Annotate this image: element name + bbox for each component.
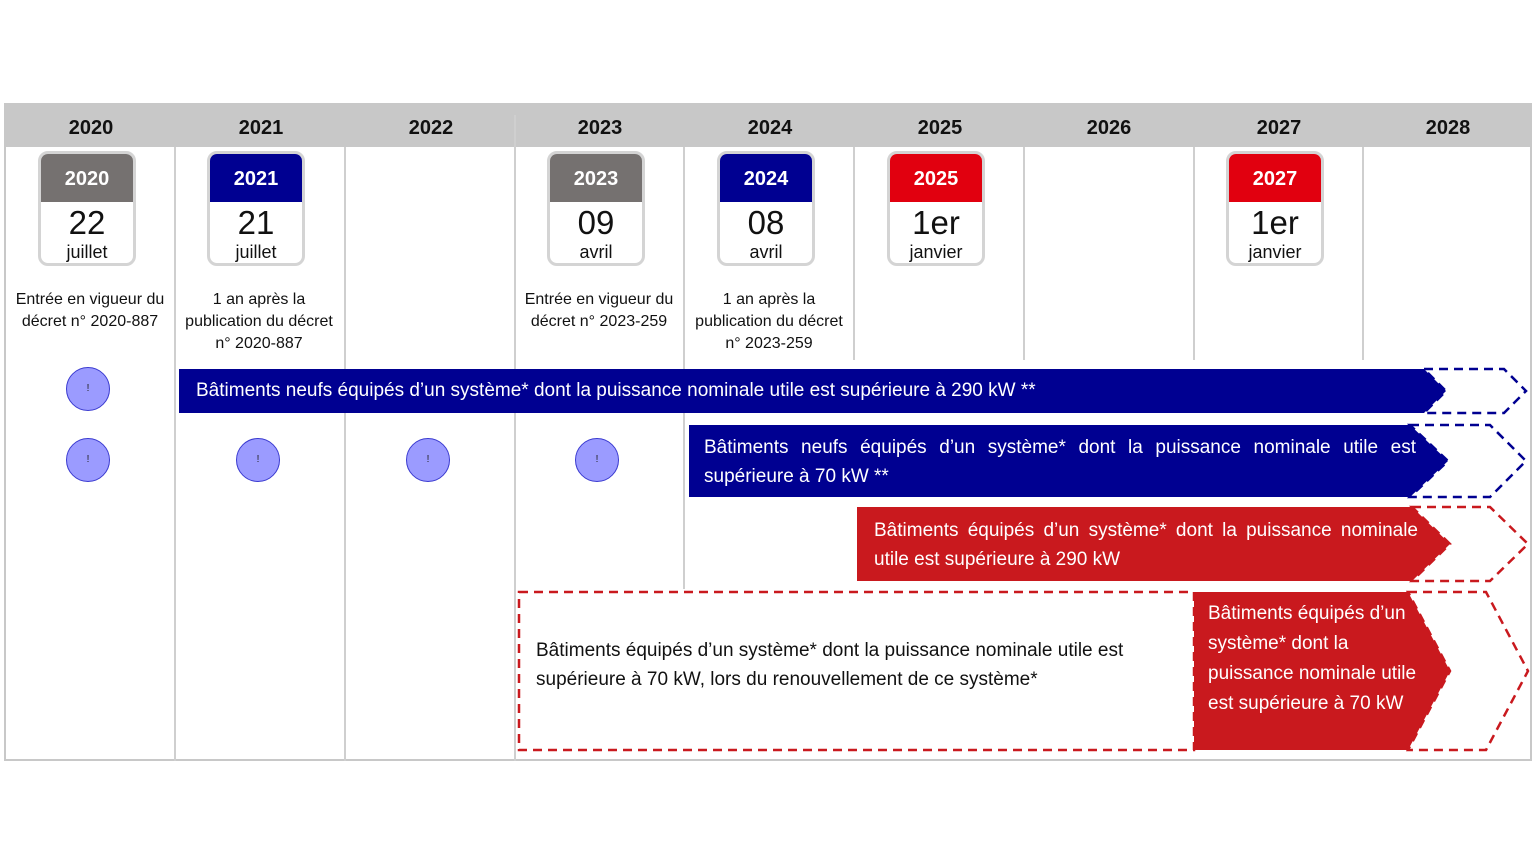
marker-icon: ! — [575, 438, 619, 482]
calendar-month: avril — [749, 242, 783, 262]
calendar-month: juillet — [66, 242, 108, 262]
year-label-2028: 2028 — [1425, 117, 1471, 139]
band-neufs-290kw-label: Bâtiments neufs équipés d’un système* dont la puissance nominale utile est supérieure à 290 kW ** — [196, 380, 1036, 401]
band-neufs-70kw-label: Bâtiments neufs équipés d’un système* dont la puissance nominale utile est supérieure à 70 kW ** — [704, 437, 1416, 487]
marker-icon: ! — [66, 367, 110, 411]
calendar-month: avril — [579, 242, 613, 262]
year-label-2023: 2023 — [577, 117, 623, 139]
year-label-2024: 2024 — [747, 117, 793, 139]
event-text-2021: 1 an après la publication du décret n° 2020-887 — [185, 291, 333, 352]
year-label-2027: 2027 — [1256, 117, 1302, 139]
calendar-year: 2027 — [1229, 154, 1321, 202]
calendar-month: janvier — [1248, 242, 1302, 262]
year-label-2022: 2022 — [408, 117, 454, 139]
calendar-day: 21 — [237, 204, 275, 241]
calendar-day: 09 — [577, 204, 615, 241]
timeline-frame — [4, 103, 1532, 761]
year-label-2025: 2025 — [917, 117, 963, 139]
band-renouvellement-label: Bâtiments équipés d’un système* dont la puissance nominale utile est supérieure à 70 kW, lors du renouvellement de ce système* — [536, 640, 1124, 690]
calendar-year: 2020 — [41, 154, 133, 202]
calendar-month: juillet — [235, 242, 277, 262]
year-label-2026: 2026 — [1086, 117, 1132, 139]
calendar-day: 1er — [912, 204, 960, 241]
event-text-2024: 1 an après la publication du décret n° 2023-259 — [695, 291, 843, 352]
calendar-day: 08 — [747, 204, 785, 241]
calendar-year: 2024 — [720, 154, 812, 202]
calendar-day: 22 — [68, 204, 106, 241]
year-label-2021: 2021 — [238, 117, 284, 139]
calendar-year: 2021 — [210, 154, 302, 202]
marker-icon: ! — [236, 438, 280, 482]
band-70kw-2027-label: Bâtiments équipés d’un système* dont la puissance nominale utile est supérieure à 70 kW — [1208, 603, 1417, 714]
year-label-2020: 2020 — [68, 117, 114, 139]
band-290kw-label: Bâtiments équipés d’un système* dont la puissance nominale utile est supérieure à 290 kW — [874, 520, 1418, 570]
calendar-year: 2025 — [890, 154, 982, 202]
marker-icon: ! — [66, 438, 110, 482]
event-text-2023: Entrée en vigueur du décret n° 2023-259 — [524, 291, 674, 330]
event-text-2020: Entrée en vigueur du décret n° 2020-887 — [15, 291, 165, 330]
calendar-year: 2023 — [550, 154, 642, 202]
calendar-month: janvier — [909, 242, 963, 262]
calendar-day: 1er — [1251, 204, 1299, 241]
marker-icon: ! — [406, 438, 450, 482]
